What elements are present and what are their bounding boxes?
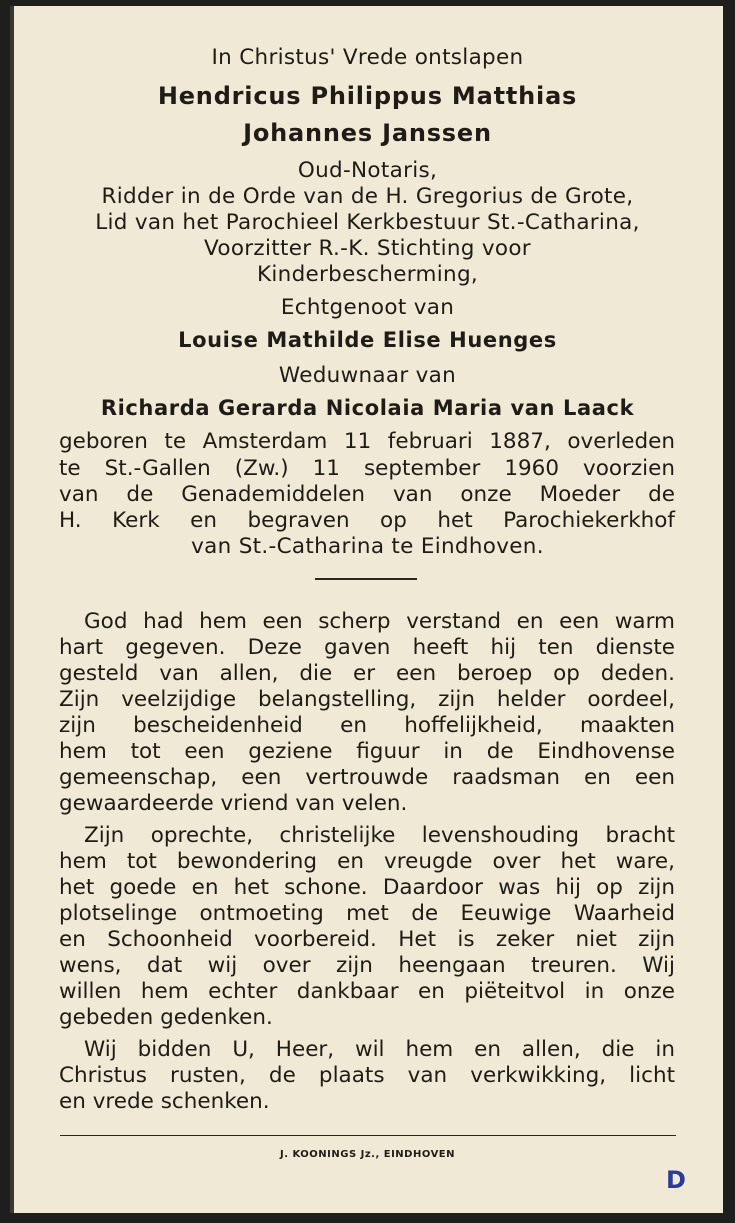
life-line: van St.-Catharina te Eindhoven. — [191, 534, 544, 559]
body-line: wens, dat wij over zijn heengaan treuren. Wij — [59, 953, 675, 978]
intro-line: In Christus' Vrede ontslapen — [211, 45, 524, 70]
spouse-label: Echtgenoot van — [280, 295, 455, 320]
body-line: gebeden gedenken. — [59, 1005, 273, 1030]
body-line: willen hem echter dankbaar en piëteitvol in onze — [59, 979, 675, 1004]
separator-rule — [315, 578, 417, 580]
body-line: het goede en het schone. Daardoor was hij op zijn — [59, 875, 675, 900]
body-line: gemeenschap, een vertrouwde raadsman en een — [59, 765, 675, 790]
printer-credit: J. KOONINGS Jz., EINDHOVEN — [279, 1149, 456, 1160]
body-line: God had hem een scherp verstand en een warm — [84, 609, 675, 634]
deceased-name-line-2: Johannes Janssen — [243, 119, 492, 147]
body-line: hem tot een geziene figuur in de Eindhovense — [59, 739, 675, 764]
body-line: plotselinge ontmoeting met de Eeuwige Waarheid — [59, 901, 675, 926]
handwritten-corner-mark: D — [666, 1166, 686, 1194]
body-line: gesteld van allen, die er een beroep op deden. — [59, 661, 675, 686]
body-line: Zijn veelzijdige belangstelling, zijn helder oordeel, — [59, 687, 675, 712]
body-line: hem tot bewondering en vreugde over het ware, — [59, 849, 675, 874]
body-line: hart gegeven. Deze gaven heeft hij ten dienste — [59, 635, 675, 660]
life-line: te St.-Gallen (Zw.) 11 september 1960 voorzien — [59, 456, 675, 481]
title-line: Oud-Notaris, — [297, 158, 438, 183]
body-line: zijn bescheidenheid en hoffelijkheid, maakten — [59, 713, 675, 738]
life-line: geboren te Amsterdam 11 februari 1887, overleden — [59, 429, 675, 454]
spouse-name: Louise Mathilde Elise Huenges — [178, 328, 557, 352]
deceased-name-line-1: Hendricus Philippus Matthias — [157, 82, 578, 110]
life-line: H. Kerk en begraven op het Parochiekerkhof — [59, 508, 675, 533]
footer-rule — [60, 1135, 676, 1136]
widower-name: Richarda Gerarda Nicolaia Maria van Laack — [100, 396, 635, 420]
title-line: Voorzitter R.-K. Stichting voor — [204, 236, 531, 261]
title-line: Lid van het Parochieel Kerkbestuur St.-Catharina, — [95, 210, 640, 235]
body-line: en Schoonheid voorbereid. Het is zeker niet zijn — [59, 927, 675, 952]
widower-label: Weduwnaar van — [278, 363, 457, 388]
body-line: gewaardeerde vriend van velen. — [59, 791, 408, 816]
body-line: Wij bidden U, Heer, wil hem en allen, die in — [84, 1037, 675, 1062]
body-line: Christus rusten, de plaats van verkwikking, licht — [59, 1063, 675, 1088]
title-line: Kinderbescherming, — [256, 262, 479, 287]
life-line: van de Genademiddelen van onze Moeder de — [59, 482, 675, 507]
title-line: Ridder in de Orde van de H. Gregorius de Grote, — [101, 184, 634, 209]
body-line: Zijn oprechte, christelijke levenshouding bracht — [84, 823, 675, 848]
body-line: en vrede schenken. — [59, 1089, 270, 1114]
